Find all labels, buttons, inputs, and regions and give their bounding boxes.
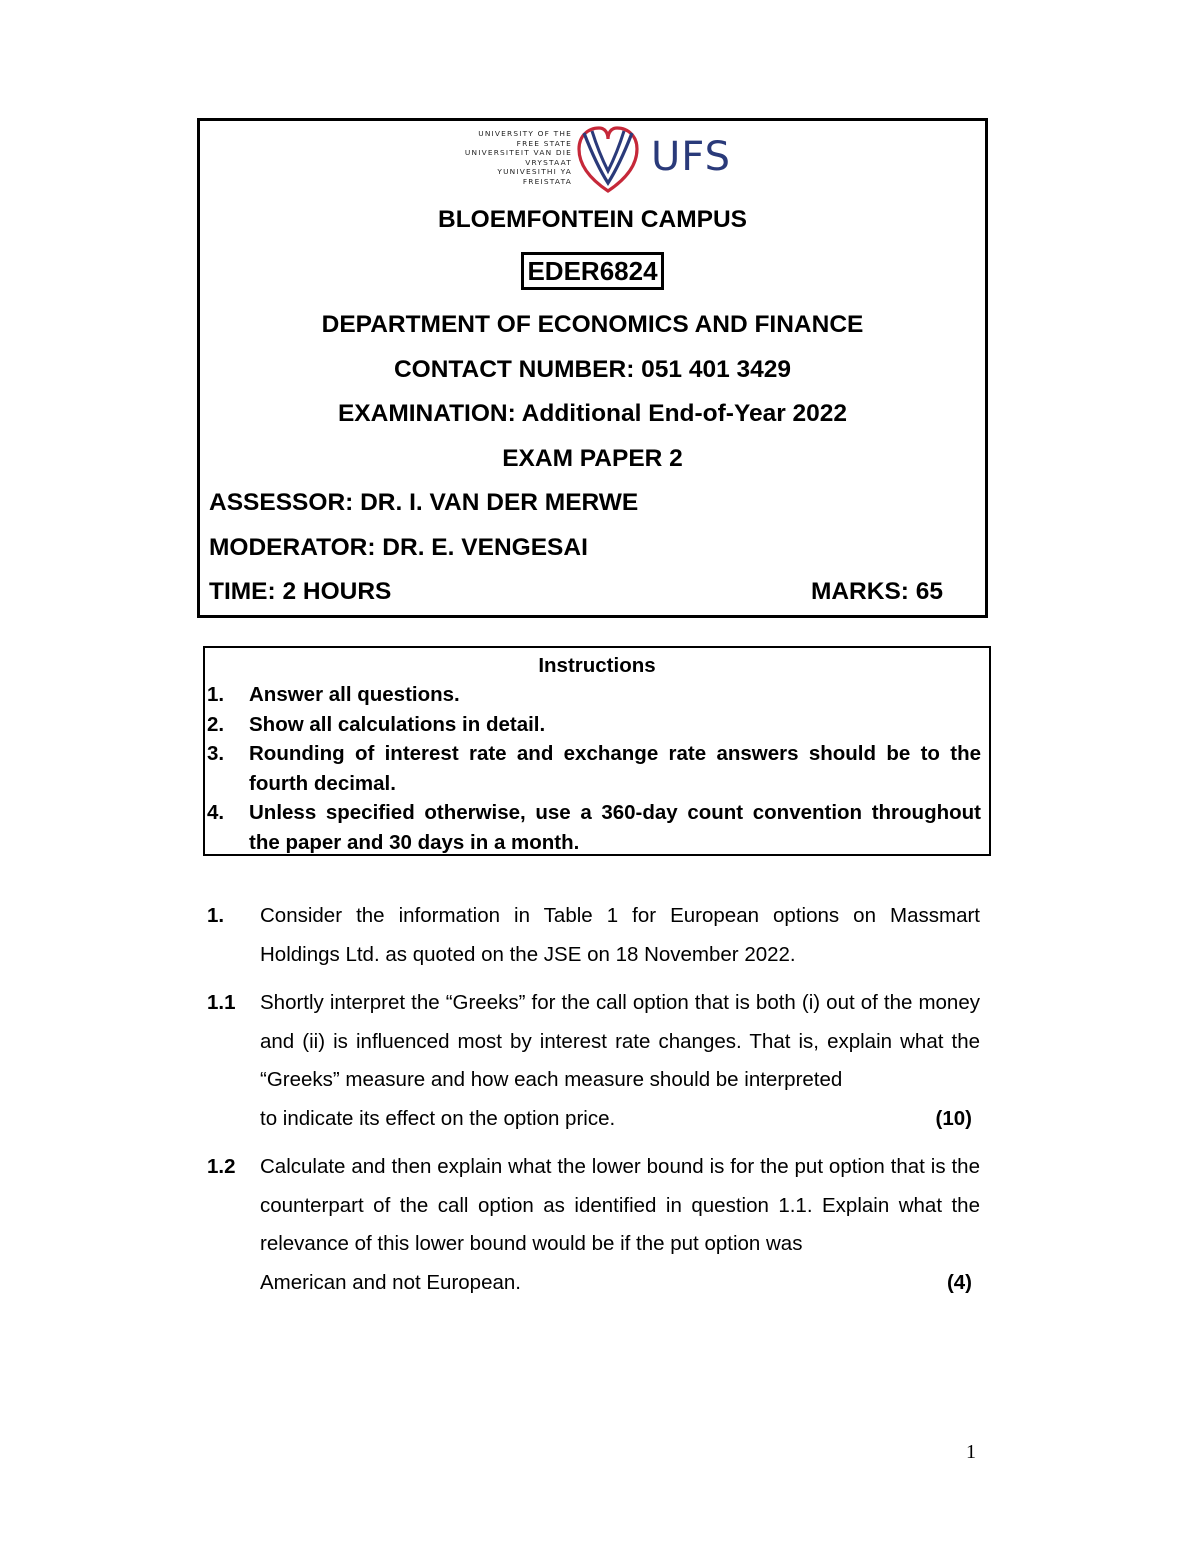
instruction-text: Unless specified otherwise, use a 360-day count convention throughout the paper and 30 days in a month. bbox=[249, 801, 981, 854]
instruction-text: Answer all questions. bbox=[249, 683, 460, 706]
assessor-line: ASSESSOR: DR. I. VAN DER MERWE bbox=[209, 489, 639, 516]
question-text: Shortly interpret the “Greeks” for the call option that is both (i) out of the money and (ii) is influenced most by interest rate changes. That is, explain what the “Greeks” measure and how each measure should be interpreted bbox=[260, 991, 980, 1091]
question-text-end: to indicate its effect on the option price. bbox=[260, 1106, 616, 1130]
question-marks: (10) bbox=[935, 1106, 972, 1130]
question-text: Calculate and then explain what the lower bound is for the put option that is the counterpart of the call option as identified in question 1.1. Explain what the relevance of this lower bound would be if the put option was bbox=[260, 1155, 980, 1255]
instruction-number: 3. bbox=[207, 742, 225, 765]
campus-title: BLOEMFONTEIN CAMPUS bbox=[438, 206, 747, 233]
instruction-number: 1. bbox=[207, 683, 225, 706]
logo-university-names bbox=[462, 129, 572, 187]
exam-header-box bbox=[197, 118, 988, 618]
instructions-box bbox=[203, 646, 991, 856]
instruction-text: Rounding of interest rate and exchange rate answers should be to the fourth decimal. bbox=[249, 742, 981, 795]
question-number: 1. bbox=[207, 904, 225, 927]
logo-text-line: VRYSTAAT bbox=[525, 157, 572, 167]
question-last-line bbox=[260, 1100, 980, 1139]
question-number: 1.2 bbox=[207, 1155, 236, 1178]
logo-text-line: FREISTATA bbox=[522, 176, 572, 186]
question-marks: (4) bbox=[946, 1270, 972, 1294]
question-text-end: American and not European. bbox=[260, 1270, 521, 1294]
contact-number: CONTACT NUMBER: 051 401 3429 bbox=[393, 356, 792, 383]
ufs-logo bbox=[463, 125, 743, 197]
exam-paper-label: EXAM PAPER 2 bbox=[502, 445, 683, 472]
question-last-line bbox=[260, 1264, 980, 1303]
instruction-number: 4. bbox=[207, 801, 225, 824]
instruction-text: Show all calculations in detail. bbox=[249, 712, 546, 736]
department-title: DEPARTMENT OF ECONOMICS AND FINANCE bbox=[321, 311, 864, 338]
logo-text-line: UNIVERSITY OF THE bbox=[478, 129, 572, 138]
instruction-item bbox=[207, 680, 981, 710]
instruction-item bbox=[207, 798, 981, 857]
question-number: 1.1 bbox=[207, 991, 236, 1014]
question-1-1 bbox=[207, 984, 980, 1138]
module-code: EDER6824 bbox=[521, 252, 663, 290]
question-1 bbox=[207, 897, 980, 974]
ufs-wordmark: UFS bbox=[651, 134, 731, 180]
question-1-2 bbox=[207, 1148, 980, 1302]
marks-line: MARKS: 65 bbox=[810, 578, 943, 605]
examination-title: EXAMINATION: Additional End-of-Year 2022 bbox=[337, 400, 848, 427]
logo-text-line: YUNIVESITHI YA bbox=[497, 167, 572, 177]
logo-text-line: FREE STATE bbox=[516, 138, 572, 148]
instructions-title: Instructions bbox=[538, 654, 656, 677]
question-text: Consider the information in Table 1 for European options on Massmart Holdings Ltd. as quoted on the JSE on 18 November 2022. bbox=[260, 904, 980, 966]
ufs-heart-emblem-icon bbox=[575, 125, 641, 195]
moderator-line: MODERATOR: DR. E. VENGESAI bbox=[209, 534, 588, 561]
logo-text-line: UNIVERSITEIT VAN DIE bbox=[464, 148, 572, 158]
instruction-item bbox=[207, 739, 981, 798]
questions-section bbox=[207, 897, 980, 1312]
page-number: 1 bbox=[966, 1441, 976, 1463]
instructions-list bbox=[207, 680, 981, 857]
instruction-number: 2. bbox=[207, 712, 225, 736]
instruction-item bbox=[207, 710, 981, 740]
time-line: TIME: 2 HOURS bbox=[209, 578, 392, 605]
module-code-wrapper bbox=[200, 252, 985, 290]
